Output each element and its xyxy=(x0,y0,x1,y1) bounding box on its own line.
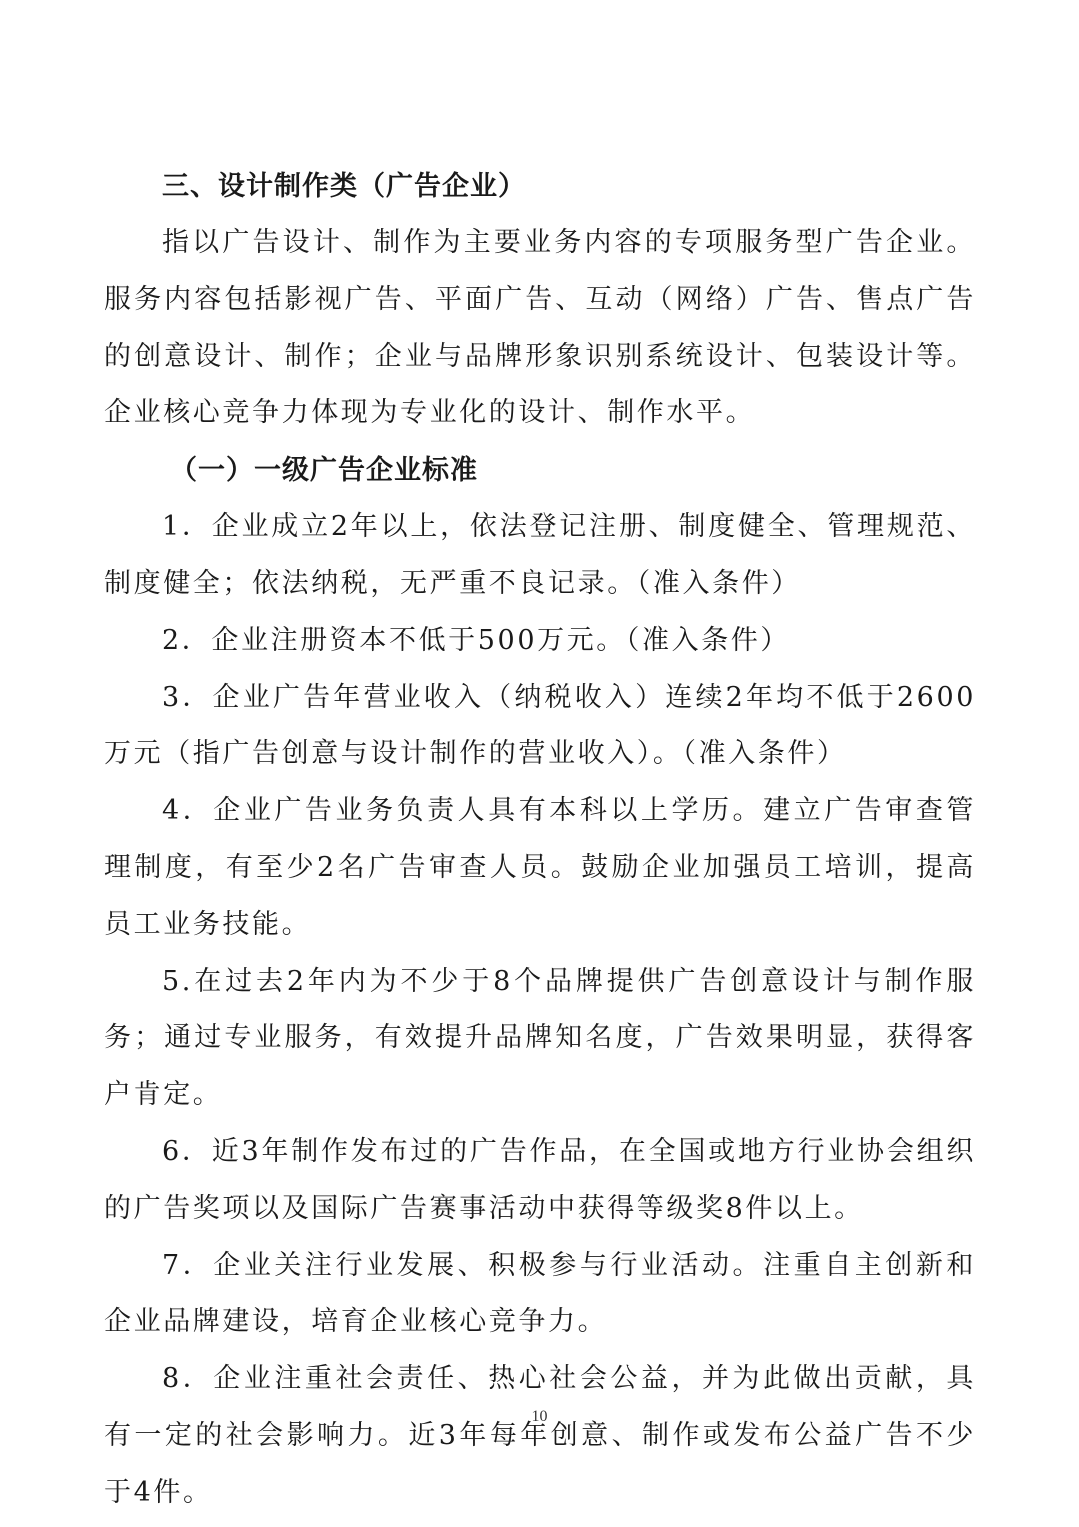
criterion-item-6: 6．近3年制作发布过的广告作品，在全国或地方行业协会组织的广告奖项以及国际广告赛事活动中获得等级奖8件以上。 xyxy=(104,1135,976,1224)
intro-paragraph: 指以广告设计、制作为主要业务内容的专项服务型广告企业。服务内容包括影视广告、平面广告、互动（网络）广告、售点广告的创意设计、制作；企业与品牌形象识别系统设计、包装设计等。企业核心竞争力体现为专业化的设计、制作水平。 xyxy=(104,227,976,429)
criterion-item-4: 4．企业广告业务负责人具有本科以上学历。建立广告审查管理制度，有至少2名广告审查人员。鼓励企业加强员工培训，提高员工业务技能。 xyxy=(104,795,976,940)
section-title: 三、设计制作类（广告企业） xyxy=(162,171,526,202)
criterion-item-2: 2．企业注册资本不低于500万元。（准入条件） xyxy=(162,624,791,656)
criterion-item-8: 8．企业注重社会责任、热心社会公益，并为此做出贡献，具有一定的社会影响力。近3年每年创意、制作或发布公益广告不少于4件。 xyxy=(104,1363,976,1508)
criterion-item-5: 5.在过去2年内为不少于8个品牌提供广告创意设计与制作服务；通过专业服务，有效提升品牌知名度，广告效果明显，获得客户肯定。 xyxy=(104,965,976,1111)
criterion-item-7: 7．企业关注行业发展、积极参与行业活动。注重自主创新和企业品牌建设，培育企业核心竞争力。 xyxy=(104,1249,976,1338)
document-body xyxy=(104,158,976,1522)
criterion-item-1: 1．企业成立2年以上，依法登记注册、制度健全、管理规范、制度健全；依法纳税，无严重不良记录。（准入条件） xyxy=(104,511,976,599)
subsection-title: （一）一级广告企业标准 xyxy=(170,455,478,487)
page-number: 10 xyxy=(531,1408,548,1425)
criterion-item-3: 3．企业广告年营业收入（纳税收入）连续2年均不低于2600万元（指广告创意与设计制作的营业收入）。（准入条件） xyxy=(104,681,976,770)
